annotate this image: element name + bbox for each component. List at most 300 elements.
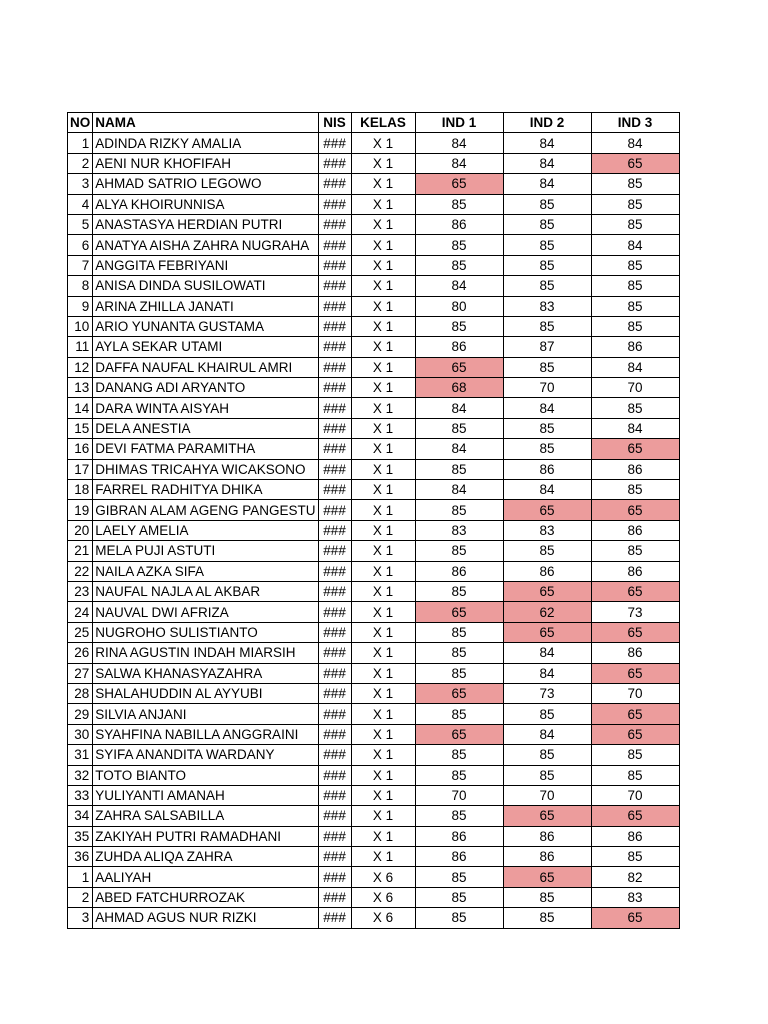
cell-ind3[interactable]: 85 <box>591 214 679 234</box>
cell-nama[interactable]: ANATYA AISHA ZAHRA NUGRAHA <box>93 235 318 255</box>
cell-ind2[interactable]: 84 <box>503 724 591 744</box>
cell-ind1[interactable]: 85 <box>415 887 503 907</box>
cell-kelas[interactable]: X 1 <box>351 153 415 173</box>
cell-nis[interactable]: ### <box>318 826 351 846</box>
cell-ind2[interactable]: 85 <box>503 908 591 928</box>
cell-ind2[interactable]: 62 <box>503 602 591 622</box>
cell-ind1[interactable]: 85 <box>415 235 503 255</box>
cell-ind1[interactable]: 65 <box>415 357 503 377</box>
cell-ind3[interactable]: 85 <box>591 765 679 785</box>
cell-nis[interactable]: ### <box>318 663 351 683</box>
cell-nama[interactable]: DAFFA NAUFAL KHAIRUL AMRI <box>93 357 318 377</box>
cell-no[interactable]: 20 <box>68 520 93 540</box>
cell-ind3[interactable]: 65 <box>591 500 679 520</box>
cell-kelas[interactable]: X 1 <box>351 480 415 500</box>
cell-ind3[interactable]: 85 <box>591 276 679 296</box>
cell-ind2[interactable]: 83 <box>503 520 591 540</box>
cell-no[interactable]: 3 <box>68 908 93 928</box>
cell-nama[interactable]: ANGGITA FEBRIYANI <box>93 255 318 275</box>
cell-kelas[interactable]: X 1 <box>351 683 415 703</box>
cell-ind2[interactable]: 85 <box>503 194 591 214</box>
cell-nis[interactable]: ### <box>318 908 351 928</box>
cell-ind2[interactable]: 85 <box>503 418 591 438</box>
cell-ind3[interactable]: 85 <box>591 541 679 561</box>
cell-ind2[interactable]: 73 <box>503 683 591 703</box>
cell-kelas[interactable]: X 1 <box>351 704 415 724</box>
cell-no[interactable]: 19 <box>68 500 93 520</box>
cell-nis[interactable]: ### <box>318 194 351 214</box>
cell-ind3[interactable]: 73 <box>591 602 679 622</box>
cell-ind2[interactable]: 65 <box>503 806 591 826</box>
cell-ind1[interactable]: 85 <box>415 806 503 826</box>
cell-ind2[interactable]: 85 <box>503 214 591 234</box>
cell-ind3[interactable]: 65 <box>591 704 679 724</box>
cell-ind2[interactable]: 70 <box>503 378 591 398</box>
cell-nama[interactable]: GIBRAN ALAM AGENG PANGESTU <box>93 500 318 520</box>
cell-no[interactable]: 5 <box>68 214 93 234</box>
cell-nama[interactable]: ANASTASYA HERDIAN PUTRI <box>93 214 318 234</box>
cell-kelas[interactable]: X 1 <box>351 785 415 805</box>
cell-no[interactable]: 27 <box>68 663 93 683</box>
cell-ind1[interactable]: 85 <box>415 867 503 887</box>
cell-ind3[interactable]: 85 <box>591 398 679 418</box>
cell-ind2[interactable]: 83 <box>503 296 591 316</box>
cell-no[interactable]: 22 <box>68 561 93 581</box>
header-ind2[interactable]: IND 2 <box>503 113 591 133</box>
header-kelas[interactable]: KELAS <box>351 113 415 133</box>
cell-ind1[interactable]: 85 <box>415 745 503 765</box>
cell-ind1[interactable]: 84 <box>415 276 503 296</box>
cell-nama[interactable]: SALWA KHANASYAZAHRA <box>93 663 318 683</box>
cell-kelas[interactable]: X 1 <box>351 439 415 459</box>
cell-ind1[interactable]: 65 <box>415 174 503 194</box>
cell-ind1[interactable]: 85 <box>415 663 503 683</box>
cell-nama[interactable]: LAELY AMELIA <box>93 520 318 540</box>
cell-ind3[interactable]: 85 <box>591 194 679 214</box>
cell-ind1[interactable]: 85 <box>415 541 503 561</box>
cell-kelas[interactable]: X 1 <box>351 398 415 418</box>
cell-ind3[interactable]: 85 <box>591 296 679 316</box>
cell-ind3[interactable]: 86 <box>591 459 679 479</box>
cell-no[interactable]: 6 <box>68 235 93 255</box>
cell-ind1[interactable]: 86 <box>415 214 503 234</box>
cell-kelas[interactable]: X 1 <box>351 826 415 846</box>
cell-ind2[interactable]: 84 <box>503 480 591 500</box>
header-ind1[interactable]: IND 1 <box>415 113 503 133</box>
cell-nis[interactable]: ### <box>318 153 351 173</box>
cell-ind2[interactable]: 87 <box>503 337 591 357</box>
cell-no[interactable]: 3 <box>68 174 93 194</box>
cell-ind2[interactable]: 65 <box>503 500 591 520</box>
cell-ind2[interactable]: 85 <box>503 235 591 255</box>
cell-kelas[interactable]: X 1 <box>351 357 415 377</box>
cell-ind1[interactable]: 85 <box>415 581 503 601</box>
cell-nis[interactable]: ### <box>318 398 351 418</box>
cell-ind1[interactable]: 86 <box>415 337 503 357</box>
cell-nama[interactable]: AHMAD SATRIO LEGOWO <box>93 174 318 194</box>
cell-ind1[interactable]: 84 <box>415 153 503 173</box>
cell-ind1[interactable]: 85 <box>415 194 503 214</box>
cell-kelas[interactable]: X 1 <box>351 337 415 357</box>
cell-kelas[interactable]: X 6 <box>351 908 415 928</box>
cell-nama[interactable]: ARINA ZHILLA JANATI <box>93 296 318 316</box>
cell-nis[interactable]: ### <box>318 296 351 316</box>
cell-nis[interactable]: ### <box>318 704 351 724</box>
header-nama[interactable]: NAMA <box>93 113 318 133</box>
cell-no[interactable]: 23 <box>68 581 93 601</box>
cell-no[interactable]: 15 <box>68 418 93 438</box>
cell-kelas[interactable]: X 1 <box>351 602 415 622</box>
table-row <box>68 194 680 214</box>
table-row <box>68 398 680 418</box>
cell-ind3[interactable]: 85 <box>591 745 679 765</box>
cell-no[interactable]: 24 <box>68 602 93 622</box>
cell-ind2[interactable]: 84 <box>503 663 591 683</box>
cell-ind1[interactable]: 85 <box>415 459 503 479</box>
cell-ind2[interactable]: 65 <box>503 867 591 887</box>
cell-nis[interactable]: ### <box>318 480 351 500</box>
cell-kelas[interactable]: X 1 <box>351 235 415 255</box>
header-ind3[interactable]: IND 3 <box>591 113 679 133</box>
cell-nama[interactable]: TOTO BIANTO <box>93 765 318 785</box>
cell-nis[interactable]: ### <box>318 806 351 826</box>
cell-ind2[interactable]: 65 <box>503 622 591 642</box>
cell-no[interactable]: 17 <box>68 459 93 479</box>
cell-ind1[interactable]: 85 <box>415 908 503 928</box>
table-row <box>68 561 680 581</box>
cell-nis[interactable]: ### <box>318 255 351 275</box>
cell-ind2[interactable]: 84 <box>503 398 591 418</box>
cell-ind3[interactable]: 84 <box>591 357 679 377</box>
cell-nis[interactable]: ### <box>318 541 351 561</box>
cell-kelas[interactable]: X 1 <box>351 643 415 663</box>
table-row <box>68 316 680 336</box>
cell-ind1[interactable]: 84 <box>415 439 503 459</box>
cell-nama[interactable]: DANANG ADI ARYANTO <box>93 378 318 398</box>
cell-ind2[interactable]: 84 <box>503 174 591 194</box>
cell-kelas[interactable]: X 1 <box>351 214 415 234</box>
cell-nis[interactable]: ### <box>318 439 351 459</box>
cell-ind1[interactable]: 85 <box>415 418 503 438</box>
cell-ind3[interactable]: 86 <box>591 643 679 663</box>
cell-nis[interactable]: ### <box>318 276 351 296</box>
cell-nama[interactable]: DARA WINTA AISYAH <box>93 398 318 418</box>
cell-no[interactable]: 2 <box>68 887 93 907</box>
cell-ind3[interactable]: 65 <box>591 724 679 744</box>
cell-nama[interactable]: NAILA AZKA SIFA <box>93 561 318 581</box>
cell-ind1[interactable]: 85 <box>415 316 503 336</box>
cell-nama[interactable]: NUGROHO SULISTIANTO <box>93 622 318 642</box>
cell-ind1[interactable]: 68 <box>415 378 503 398</box>
cell-ind3[interactable]: 70 <box>591 683 679 703</box>
cell-ind1[interactable]: 85 <box>415 622 503 642</box>
cell-no[interactable]: 34 <box>68 806 93 826</box>
cell-ind3[interactable]: 65 <box>591 153 679 173</box>
cell-nis[interactable]: ### <box>318 459 351 479</box>
cell-ind1[interactable]: 83 <box>415 520 503 540</box>
cell-nis[interactable]: ### <box>318 418 351 438</box>
cell-no[interactable]: 21 <box>68 541 93 561</box>
cell-ind3[interactable]: 82 <box>591 867 679 887</box>
table-row <box>68 602 680 622</box>
table-row <box>68 724 680 744</box>
cell-ind2[interactable]: 85 <box>503 255 591 275</box>
cell-ind2[interactable]: 86 <box>503 459 591 479</box>
cell-ind2[interactable]: 84 <box>503 153 591 173</box>
cell-no[interactable]: 32 <box>68 765 93 785</box>
table-row <box>68 235 680 255</box>
cell-kelas[interactable]: X 1 <box>351 520 415 540</box>
cell-no[interactable]: 33 <box>68 785 93 805</box>
cell-nama[interactable]: FARREL RADHITYA DHIKA <box>93 480 318 500</box>
cell-no[interactable]: 26 <box>68 643 93 663</box>
cell-no[interactable]: 25 <box>68 622 93 642</box>
cell-nama[interactable]: ARIO YUNANTA GUSTAMA <box>93 316 318 336</box>
cell-ind3[interactable]: 85 <box>591 255 679 275</box>
cell-kelas[interactable]: X 1 <box>351 255 415 275</box>
cell-nama[interactable]: SYIFA ANANDITA WARDANY <box>93 745 318 765</box>
cell-kelas[interactable]: X 1 <box>351 541 415 561</box>
cell-nama[interactable]: NAUVAL DWI AFRIZA <box>93 602 318 622</box>
cell-ind2[interactable]: 85 <box>503 887 591 907</box>
cell-kelas[interactable]: X 1 <box>351 765 415 785</box>
cell-no[interactable]: 8 <box>68 276 93 296</box>
cell-ind3[interactable]: 65 <box>591 581 679 601</box>
cell-ind2[interactable]: 85 <box>503 316 591 336</box>
cell-ind3[interactable]: 65 <box>591 908 679 928</box>
cell-kelas[interactable]: X 6 <box>351 867 415 887</box>
cell-ind3[interactable]: 86 <box>591 826 679 846</box>
cell-kelas[interactable]: X 1 <box>351 581 415 601</box>
cell-ind2[interactable]: 85 <box>503 745 591 765</box>
cell-no[interactable]: 9 <box>68 296 93 316</box>
cell-nama[interactable]: SILVIA ANJANI <box>93 704 318 724</box>
cell-kelas[interactable]: X 1 <box>351 276 415 296</box>
cell-nama[interactable]: AYLA SEKAR UTAMI <box>93 337 318 357</box>
cell-ind1[interactable]: 65 <box>415 724 503 744</box>
cell-nama[interactable]: ANISA DINDA SUSILOWATI <box>93 276 318 296</box>
cell-ind1[interactable]: 85 <box>415 643 503 663</box>
cell-ind3[interactable]: 84 <box>591 235 679 255</box>
cell-ind1[interactable]: 85 <box>415 500 503 520</box>
cell-nama[interactable]: RINA AGUSTIN INDAH MIARSIH <box>93 643 318 663</box>
cell-no[interactable]: 16 <box>68 439 93 459</box>
header-nis[interactable]: NIS <box>318 113 351 133</box>
cell-nis[interactable]: ### <box>318 561 351 581</box>
cell-kelas[interactable]: X 1 <box>351 500 415 520</box>
cell-ind3[interactable]: 65 <box>591 806 679 826</box>
cell-no[interactable]: 11 <box>68 337 93 357</box>
cell-nis[interactable]: ### <box>318 500 351 520</box>
table-row <box>68 541 680 561</box>
cell-ind3[interactable]: 65 <box>591 439 679 459</box>
cell-no[interactable]: 28 <box>68 683 93 703</box>
cell-no[interactable]: 4 <box>68 194 93 214</box>
header-row <box>68 113 680 133</box>
cell-kelas[interactable]: X 1 <box>351 418 415 438</box>
cell-no[interactable]: 10 <box>68 316 93 336</box>
cell-nis[interactable]: ### <box>318 643 351 663</box>
table-row <box>68 622 680 642</box>
cell-ind2[interactable]: 86 <box>503 826 591 846</box>
cell-ind1[interactable]: 85 <box>415 255 503 275</box>
cell-nis[interactable]: ### <box>318 602 351 622</box>
cell-kelas[interactable]: X 1 <box>351 745 415 765</box>
cell-ind2[interactable]: 85 <box>503 541 591 561</box>
cell-nis[interactable]: ### <box>318 214 351 234</box>
cell-kelas[interactable]: X 1 <box>351 724 415 744</box>
cell-ind3[interactable]: 86 <box>591 337 679 357</box>
cell-no[interactable]: 1 <box>68 133 93 153</box>
cell-kelas[interactable]: X 1 <box>351 806 415 826</box>
cell-kelas[interactable]: X 1 <box>351 316 415 336</box>
cell-nis[interactable]: ### <box>318 133 351 153</box>
cell-nis[interactable]: ### <box>318 867 351 887</box>
cell-nis[interactable]: ### <box>318 724 351 744</box>
cell-ind2[interactable]: 85 <box>503 439 591 459</box>
cell-nis[interactable]: ### <box>318 581 351 601</box>
cell-no[interactable]: 31 <box>68 745 93 765</box>
cell-kelas[interactable]: X 1 <box>351 847 415 867</box>
cell-ind3[interactable]: 65 <box>591 663 679 683</box>
cell-no[interactable]: 18 <box>68 480 93 500</box>
cell-no[interactable]: 2 <box>68 153 93 173</box>
grade-table <box>67 112 680 929</box>
cell-nis[interactable]: ### <box>318 174 351 194</box>
cell-kelas[interactable]: X 1 <box>351 133 415 153</box>
cell-ind1[interactable]: 86 <box>415 847 503 867</box>
cell-kelas[interactable]: X 1 <box>351 174 415 194</box>
cell-nama[interactable]: YULIYANTI AMANAH <box>93 785 318 805</box>
cell-ind2[interactable]: 84 <box>503 643 591 663</box>
table-row <box>68 378 680 398</box>
cell-ind2[interactable]: 85 <box>503 357 591 377</box>
cell-ind2[interactable]: 85 <box>503 765 591 785</box>
cell-kelas[interactable]: X 6 <box>351 887 415 907</box>
cell-kelas[interactable]: X 1 <box>351 561 415 581</box>
cell-ind2[interactable]: 86 <box>503 847 591 867</box>
cell-ind3[interactable]: 84 <box>591 133 679 153</box>
cell-ind1[interactable]: 65 <box>415 683 503 703</box>
cell-nama[interactable]: ALYA KHOIRUNNISA <box>93 194 318 214</box>
cell-ind3[interactable]: 83 <box>591 887 679 907</box>
cell-nis[interactable]: ### <box>318 683 351 703</box>
cell-ind1[interactable]: 80 <box>415 296 503 316</box>
cell-ind2[interactable]: 85 <box>503 704 591 724</box>
table-row <box>68 439 680 459</box>
cell-ind3[interactable]: 85 <box>591 480 679 500</box>
cell-ind3[interactable]: 86 <box>591 561 679 581</box>
table-row <box>68 296 680 316</box>
cell-ind3[interactable]: 85 <box>591 174 679 194</box>
cell-nama[interactable]: AALIYAH <box>93 867 318 887</box>
table-row <box>68 745 680 765</box>
cell-ind3[interactable]: 65 <box>591 622 679 642</box>
cell-nis[interactable]: ### <box>318 316 351 336</box>
cell-kelas[interactable]: X 1 <box>351 663 415 683</box>
cell-nis[interactable]: ### <box>318 622 351 642</box>
table-row <box>68 255 680 275</box>
cell-no[interactable]: 29 <box>68 704 93 724</box>
cell-nama[interactable]: ZUHDA ALIQA ZAHRA <box>93 847 318 867</box>
cell-no[interactable]: 36 <box>68 847 93 867</box>
cell-no[interactable]: 14 <box>68 398 93 418</box>
cell-nis[interactable]: ### <box>318 785 351 805</box>
cell-nama[interactable]: ZAHRA SALSABILLA <box>93 806 318 826</box>
cell-no[interactable]: 1 <box>68 867 93 887</box>
cell-ind3[interactable]: 84 <box>591 418 679 438</box>
cell-ind3[interactable]: 70 <box>591 378 679 398</box>
cell-ind1[interactable]: 86 <box>415 561 503 581</box>
cell-nis[interactable]: ### <box>318 235 351 255</box>
cell-ind1[interactable]: 70 <box>415 785 503 805</box>
cell-ind1[interactable]: 85 <box>415 704 503 724</box>
cell-ind1[interactable]: 84 <box>415 480 503 500</box>
cell-ind1[interactable]: 65 <box>415 602 503 622</box>
cell-nis[interactable]: ### <box>318 847 351 867</box>
cell-nama[interactable]: AHMAD AGUS NUR RIZKI <box>93 908 318 928</box>
cell-nama[interactable]: SYAHFINA NABILLA ANGGRAINI <box>93 724 318 744</box>
cell-ind3[interactable]: 70 <box>591 785 679 805</box>
table-row <box>68 337 680 357</box>
cell-nama[interactable]: MELA PUJI ASTUTI <box>93 541 318 561</box>
cell-nama[interactable]: ABED FATCHURROZAK <box>93 887 318 907</box>
cell-ind1[interactable]: 85 <box>415 765 503 785</box>
cell-nama[interactable]: DEVI FATMA PARAMITHA <box>93 439 318 459</box>
cell-nis[interactable]: ### <box>318 337 351 357</box>
cell-nis[interactable]: ### <box>318 378 351 398</box>
cell-nis[interactable]: ### <box>318 765 351 785</box>
cell-nis[interactable]: ### <box>318 887 351 907</box>
header-no[interactable]: NO <box>68 113 93 133</box>
cell-no[interactable]: 7 <box>68 255 93 275</box>
cell-ind1[interactable]: 86 <box>415 826 503 846</box>
cell-kelas[interactable]: X 1 <box>351 459 415 479</box>
table-row <box>68 357 680 377</box>
cell-nama[interactable]: NAUFAL NAJLA AL AKBAR <box>93 581 318 601</box>
cell-ind2[interactable]: 86 <box>503 561 591 581</box>
cell-ind3[interactable]: 85 <box>591 847 679 867</box>
cell-nama[interactable]: DELA ANESTIA <box>93 418 318 438</box>
cell-nama[interactable]: DHIMAS TRICAHYA WICAKSONO <box>93 459 318 479</box>
cell-ind2[interactable]: 84 <box>503 133 591 153</box>
cell-nama[interactable]: ADINDA RIZKY AMALIA <box>93 133 318 153</box>
cell-no[interactable]: 13 <box>68 378 93 398</box>
cell-no[interactable]: 12 <box>68 357 93 377</box>
cell-nis[interactable]: ### <box>318 745 351 765</box>
table-row <box>68 826 680 846</box>
cell-nama[interactable]: SHALAHUDDIN AL AYYUBI <box>93 683 318 703</box>
cell-ind1[interactable]: 84 <box>415 398 503 418</box>
cell-kelas[interactable]: X 1 <box>351 622 415 642</box>
cell-nama[interactable]: AENI NUR KHOFIFAH <box>93 153 318 173</box>
cell-kelas[interactable]: X 1 <box>351 194 415 214</box>
cell-ind2[interactable]: 70 <box>503 785 591 805</box>
cell-ind2[interactable]: 85 <box>503 276 591 296</box>
cell-ind1[interactable]: 84 <box>415 133 503 153</box>
cell-no[interactable]: 30 <box>68 724 93 744</box>
cell-kelas[interactable]: X 1 <box>351 378 415 398</box>
table-row <box>68 520 680 540</box>
cell-no[interactable]: 35 <box>68 826 93 846</box>
cell-nis[interactable]: ### <box>318 520 351 540</box>
cell-ind3[interactable]: 86 <box>591 520 679 540</box>
cell-ind3[interactable]: 85 <box>591 316 679 336</box>
cell-nama[interactable]: ZAKIYAH PUTRI RAMADHANI <box>93 826 318 846</box>
cell-kelas[interactable]: X 1 <box>351 296 415 316</box>
cell-nis[interactable]: ### <box>318 357 351 377</box>
cell-ind2[interactable]: 65 <box>503 581 591 601</box>
